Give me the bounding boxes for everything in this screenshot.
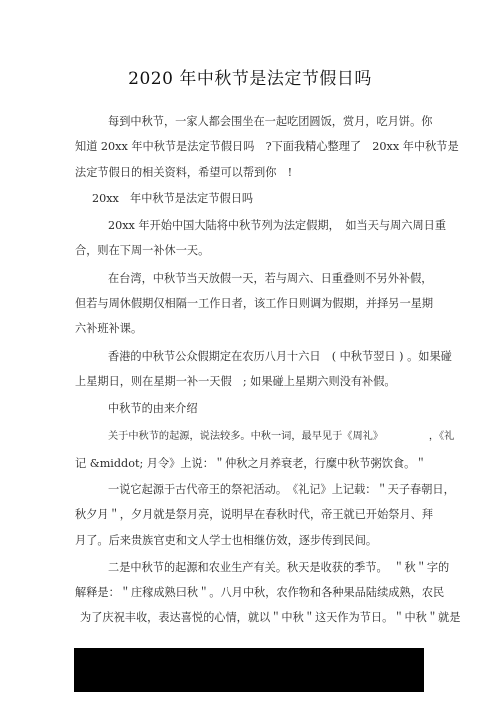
- paragraph-line: 记 &middot; 月令》上说：＂仲秋之月养衰老，行糜中秋节粥饮食。＂: [75, 457, 427, 470]
- paragraph-line: 每到中秋节，一家人都会围坐在一起吃团圆饭，赏月，吃月饼。你: [108, 115, 433, 128]
- paragraph-line: 但若与周休假期仅相隔一工作日者，该工作日则调为假期，并择另一星期: [75, 297, 434, 310]
- section-heading: 中秋节的由来介绍: [108, 402, 198, 415]
- paragraph-line: 知道 20xx 年中秋节是法定节假日吗 ?下面我精心整理了 20xx 年中秋节是: [75, 140, 459, 153]
- paragraph-line: 二是中秋节的起源和农业生产有关。秋天是收获的季节。 ＂秋＂字的: [108, 561, 450, 574]
- section-heading: 20xx 年中秋节是法定节假日吗: [92, 192, 254, 205]
- paragraph-line: 合，则在下周一补休一天。: [75, 244, 210, 257]
- page-title: 2020 年中秋节是法定节假日吗: [128, 69, 372, 89]
- paragraph-line: 六补班补课。: [75, 322, 143, 335]
- paragraph-line: 20xx 年开始中国大陆将中秋节列为法定假期， 如当天与周六周日重: [108, 219, 447, 232]
- footer-black-bar: [74, 648, 424, 692]
- paragraph-line: 秋夕月＂，夕月就是祭月亮，说明早在春秋时代，帝王就已开始祭月、拜: [75, 508, 434, 521]
- paragraph-line: 月了。后来贵族官吏和文人学士也相继仿效，逐步传到民间。: [75, 534, 378, 547]
- paragraph-line: 上星期日，则在星期一补一天假 ; 如果碰上星期六则没有补假。: [75, 375, 396, 388]
- paragraph-line: 在台湾，中秋节当天放假一天，若与周六、日重叠则不另外补假，: [108, 272, 433, 285]
- paragraph-line: 关于中秋节的起源，说法较多。中秋一词，最早见于《周礼》 ，《礼: [108, 431, 455, 442]
- paragraph-line: 香港的中秋节公众假期定在农历八月十六日 ( 中秋节翌日 ) 。如果碰: [108, 350, 452, 363]
- paragraph-line: 一说它起源于古代帝王的祭祀活动。 《礼记》上记载：＂天子春朝日，: [108, 483, 455, 496]
- paragraph-line: 解释是：＂庄稼成熟曰秋＂。八月中秋，农作物和各种果品陆续成熟，农民: [75, 586, 445, 599]
- paragraph-line: 法定节假日的相关资料，希望可以帮到你 !: [75, 166, 293, 179]
- paragraph-line: 为了庆祝丰收，表达喜悦的心情，就以＂中秋＂这天作为节日。＂中秋＂就是: [80, 611, 461, 624]
